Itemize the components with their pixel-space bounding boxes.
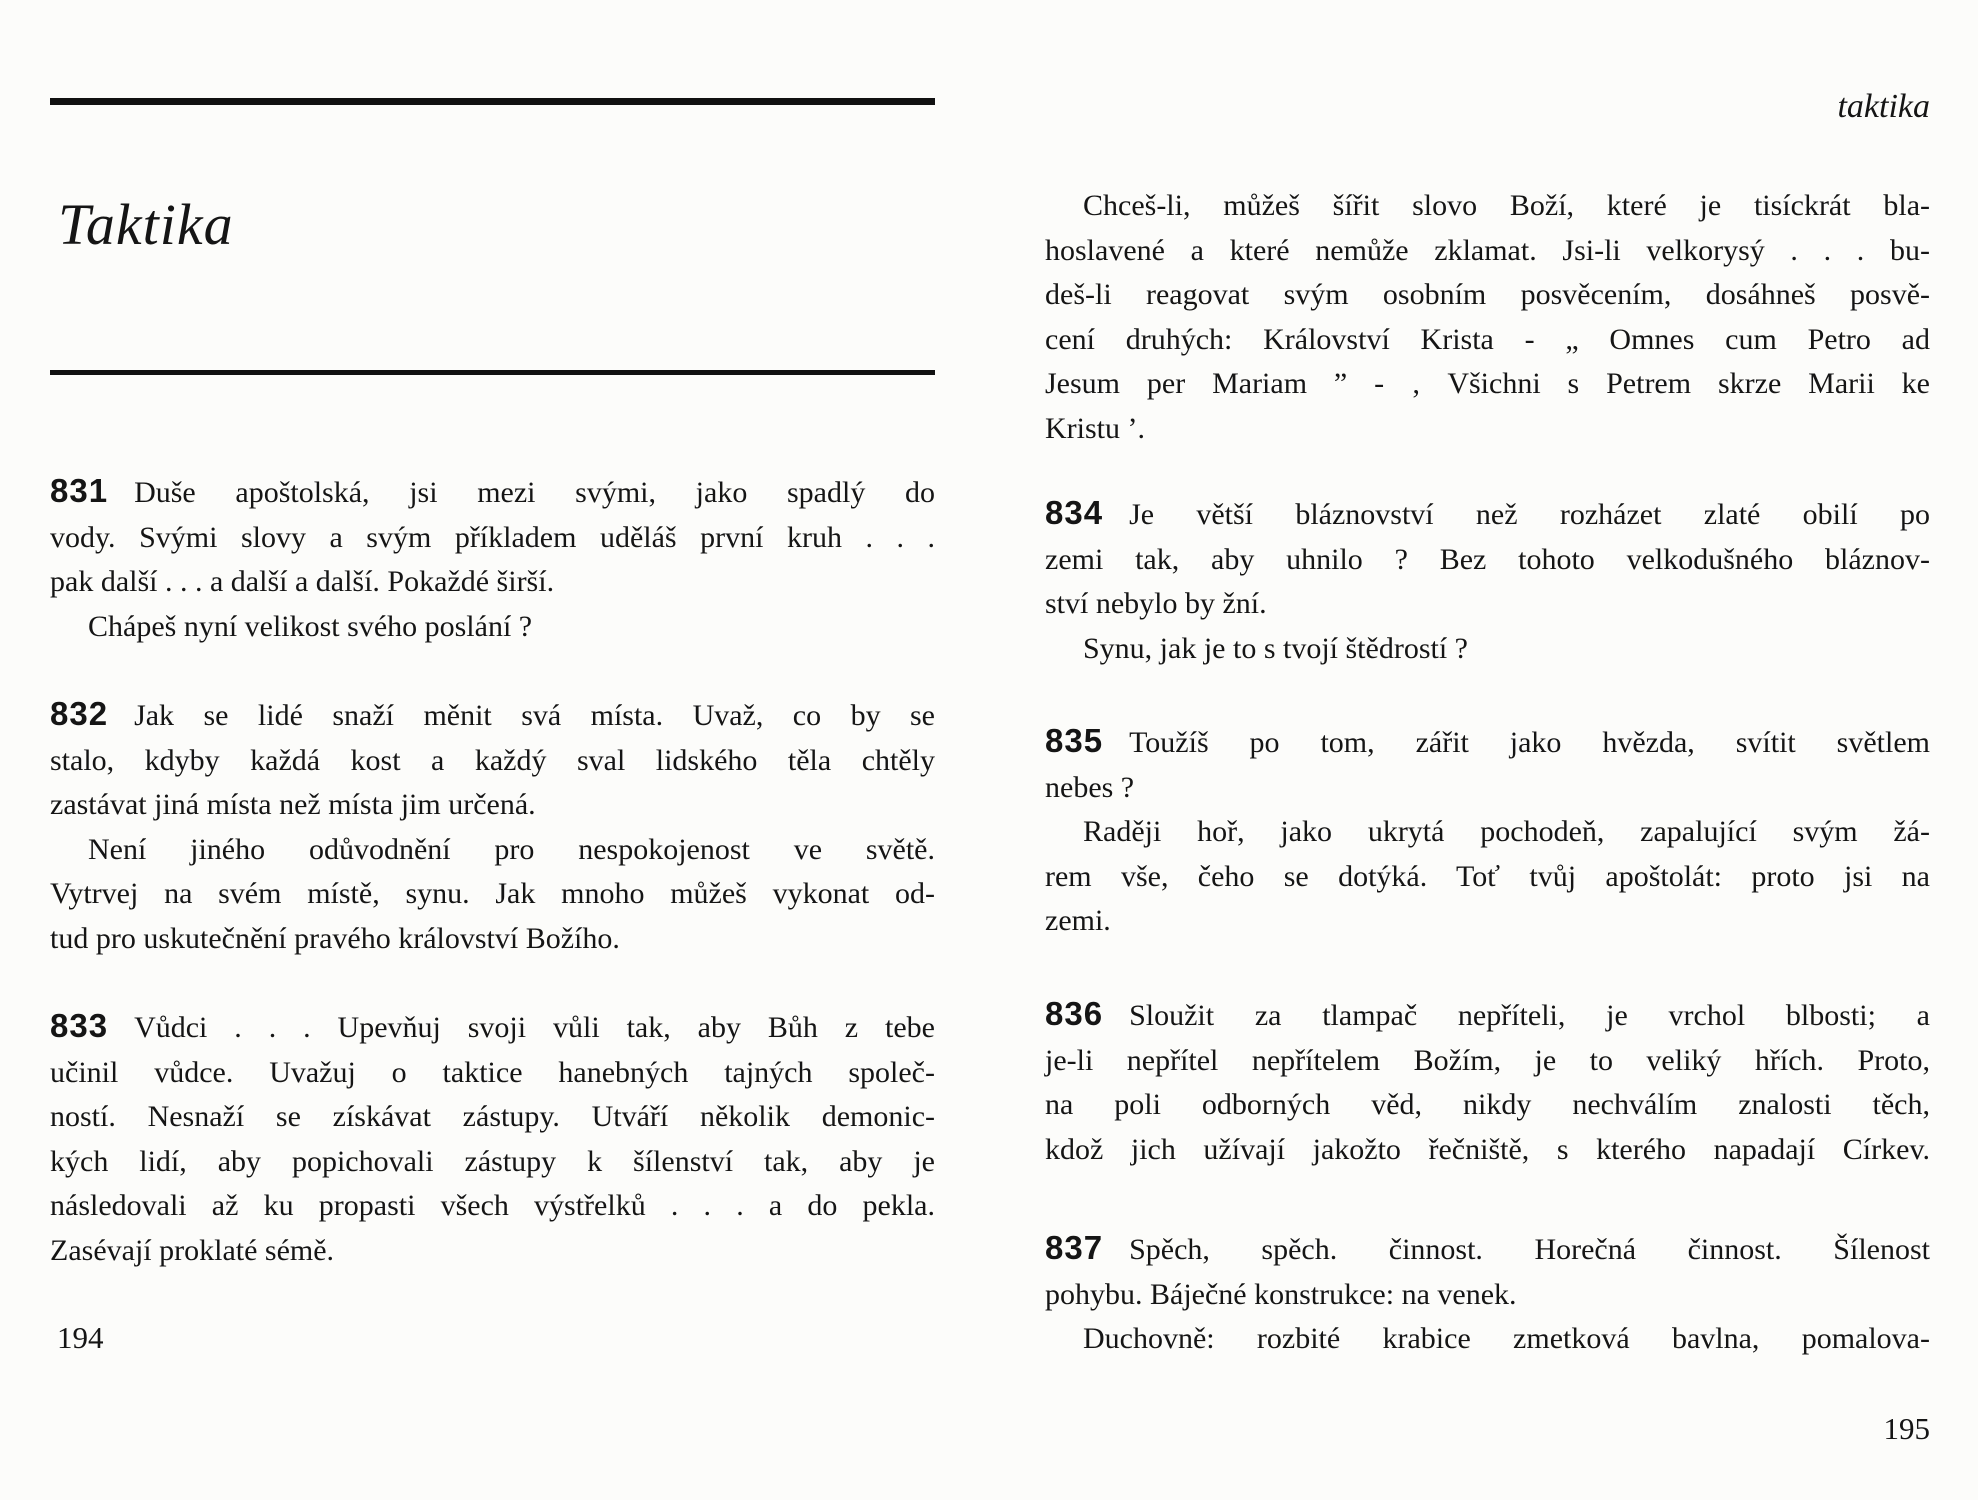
text-line: 831 Duše apoštolská, jsi mezi svými, jako spadlý do <box>50 472 935 509</box>
text-line: Chceš-li, můžeš šířit slovo Boží, které je tisíckrát bla- <box>1083 189 1930 222</box>
text-line: následovali až ku propasti všech výstřelků . . . a do pekla. <box>50 1189 935 1222</box>
text-line: ností. Nesnaží se získávat zástupy. Utváří několik demonic- <box>50 1100 935 1133</box>
text-line: nebes ? <box>1045 770 1135 804</box>
point-number: 836 <box>1045 995 1104 1032</box>
page-number-right: 195 <box>1883 1411 1930 1446</box>
text-line: zemi tak, aby uhnilo ? Bez tohoto velkodušného bláznov- <box>1045 542 1930 576</box>
text-line: Jesum per Mariam ” - ‚ Všichni s Petrem skrze Marii ke <box>1045 367 1930 400</box>
point-continuation <box>1045 184 1930 451</box>
text-line: 835 Toužíš po tom, zářit jako hvězda, svítit světlem <box>1045 722 1930 759</box>
point-835 <box>1045 719 1930 944</box>
text-line: učinil vůdce. Uvažuj o taktice hanebných tajných společ- <box>50 1055 935 1089</box>
text-line: 832 Jak se lidé snaží měnit svá místa. Uvaž, co by se <box>50 695 935 732</box>
text-line: Zasévají proklaté sémě. <box>50 1233 335 1267</box>
text-line: Není jiného odůvodnění pro nespokojenost ve světě. <box>88 832 935 866</box>
text-line: 833 Vůdci . . . Upevňuj svoji vůli tak, aby Bůh z tebe <box>50 1007 935 1044</box>
page-number-left: 194 <box>57 1320 104 1355</box>
text-line: tud pro uskutečnění pravého království Božího. <box>50 921 620 955</box>
text-line: zastávat jiná místa než místa jim určená. <box>50 788 536 821</box>
text-line: pak další . . . a další a další. Pokaždé širší. <box>50 565 555 598</box>
point-number: 833 <box>50 1007 109 1044</box>
text-line: na poli odborných věd, nikdy nechválím znalosti těch, <box>1045 1088 1930 1121</box>
point-number: 834 <box>1045 494 1104 531</box>
chapter-title: Taktika <box>58 192 234 257</box>
text-line: Duchovně: rozbité krabice zmetková bavlna, pomalova- <box>1083 1322 1930 1355</box>
point-number: 831 <box>50 472 109 509</box>
text-line: ství nebylo by žní. <box>1045 587 1267 620</box>
text-line: 837 Spěch, spěch. činnost. Horečná činnost. Šílenost <box>1045 1229 1930 1266</box>
text-line: zemi. <box>1045 904 1111 937</box>
text-line: stalo, kdyby každá kost a každý sval lidského těla chtěly <box>50 743 935 777</box>
text-line: pohybu. Báječné konstrukce: na venek. <box>1045 1277 1517 1311</box>
running-header: taktika <box>1837 88 1930 125</box>
text-line: rem vše, čeho se dotýká. Toť tvůj apoštolát: proto jsi na <box>1045 859 1930 893</box>
point-number: 837 <box>1045 1229 1104 1266</box>
text-line: Vytrvej na svém místě, synu. Jak mnoho můžeš vykonat od- <box>50 877 935 910</box>
point-837 <box>1045 1226 1930 1362</box>
text-line: 834 Je větší bláznovství než rozházet zlaté obilí po <box>1045 494 1930 531</box>
text-line: vody. Svými slovy a svým příkladem uděláš první kruh . . . <box>50 520 935 554</box>
text-line: Raději hoř, jako ukrytá pochodeň, zapalující svým žá- <box>1083 815 1930 848</box>
text-line: deš-li reagovat svým osobním posvěcením, dosáhneš posvě- <box>1045 278 1930 311</box>
text-line: Synu, jak je to s tvojí štědrostí ? <box>1083 631 1468 665</box>
text-line: kých lidí, aby popichovali zástupy k šílenství tak, aby je <box>50 1144 935 1178</box>
text-line: hoslavené a které nemůže zklamat. Jsi-li velkorysý . . . bu- <box>1045 233 1930 267</box>
text-line: 836 Sloužit za tlampač nepříteli, je vrchol blbosti; a <box>1045 995 1930 1032</box>
point-836 <box>1045 992 1930 1172</box>
text-line: kdož jich užívají jakožto řečniště, s kterého napadají Církev. <box>1045 1132 1930 1166</box>
text-line: Chápeš nyní velikost svého poslání ? <box>88 609 533 643</box>
text-line: je-li nepřítel nepřítelem Božím, je to veliký hřích. Proto, <box>1045 1043 1930 1077</box>
point-number: 832 <box>50 695 109 732</box>
text-line: Kristu ’. <box>1045 411 1145 445</box>
point-834 <box>1045 491 1930 671</box>
point-number: 835 <box>1045 722 1104 759</box>
text-line: cení druhých: Království Krista - „ Omnes cum Petro ad <box>1045 322 1930 356</box>
